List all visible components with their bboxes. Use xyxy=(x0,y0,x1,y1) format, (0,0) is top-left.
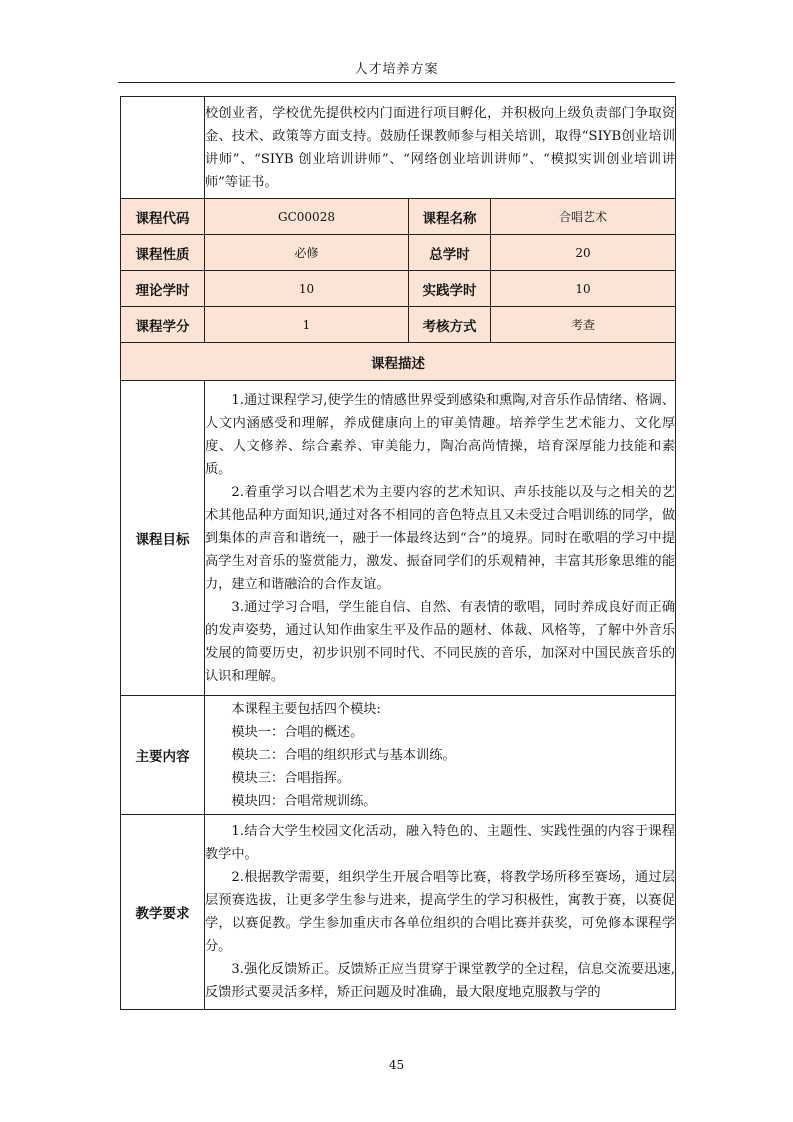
content-row xyxy=(121,696,676,815)
goals-paragraph-3: 3.通过学习合唱，学生能自信、自然、有表情的歌唱，同时养成良好而正确的发声姿势，通过认知作曲家生平及作品的题材、体裁、风格等，了解中外音乐发展的简要历史，初步识别不同时代、不同民族的音乐，加深对中国民族音乐的认识和理解。 xyxy=(205,599,676,684)
section-title-row xyxy=(121,343,676,381)
practice-hours-value: 10 xyxy=(491,271,676,307)
requirements-row xyxy=(121,815,676,1010)
requirements-paragraph-1: 1.结合大学生校园文化活动，融入特色的、主题性、实践性强的内容于课程教学中。 xyxy=(205,824,676,862)
module-item: 模块二：合唱的组织形式与基本训练。 xyxy=(231,747,456,763)
continued-text: 校创业者，学校优先提供校内门面进行项目孵化，并积极向上级负责部门争取资金、技术、政策等方面支持。鼓励任课教师参与相关培训，取得“SIYB创业培训讲师”、“SIYB 创业培训讲师”、“网络创业培训讲师”、“模拟实训创业培训讲师”等证书。 xyxy=(205,105,676,190)
assessment-value: 考查 xyxy=(491,307,676,343)
requirements-paragraph-3: 3.强化反馈矫正。反馈矫正应当贯穿于课堂教学的全过程，信息交流要迅速,反馈形式要灵活多样，矫正问题及时准确，最大限度地克服教与学的 xyxy=(205,962,676,1000)
module-item: 模块一：合唱的概述。 xyxy=(231,724,364,740)
course-name-value: 合唱艺术 xyxy=(491,199,676,235)
info-row-theory-hours xyxy=(121,271,676,307)
header-divider xyxy=(118,82,675,83)
info-row-course-type xyxy=(121,235,676,271)
goals-content xyxy=(205,381,676,696)
course-table xyxy=(120,96,676,1010)
goals-paragraph-2: 2.着重学习以合唱艺术为主要内容的艺术知识、声乐技能以及与之相关的艺术其他品种方面知识,通过对各不相同的音色特点且又未受过合唱训练的同学，做到集体的声音和谐统一，融于一体最终达到“合”的境界。同时在歌唱的学习中提高学生对音乐的鉴赏能力，激发、振奋同学们的乐观精神，丰富其形象思维的能力，建立和谐融洽的合作友谊。 xyxy=(205,484,676,592)
info-row-course-code xyxy=(121,199,676,235)
course-type-label: 课程性质 xyxy=(121,235,205,271)
assessment-label: 考核方式 xyxy=(409,307,491,343)
info-row-credits xyxy=(121,307,676,343)
total-hours-label: 总学时 xyxy=(409,235,491,271)
continued-text-cell xyxy=(205,97,676,199)
course-name-label: 课程名称 xyxy=(409,199,491,235)
requirements-content xyxy=(205,815,676,1010)
requirements-paragraph-2: 2.根据教学需要，组织学生开展合唱等比赛，将教学场所移至赛场，通过层层预赛选拔，让更多学生参与进来，提高学生的学习积极性，寓教于赛，以赛促学，以赛促教。学生参加重庆市各单位组织的合唱比赛并获奖，可免修本课程学分。 xyxy=(205,870,676,954)
page-header-title: 人才培养方案 xyxy=(354,62,439,77)
practice-hours-label: 实践学时 xyxy=(409,271,491,307)
requirements-label: 教学要求 xyxy=(121,815,205,1010)
theory-hours-label: 理论学时 xyxy=(121,271,205,307)
continued-text-row xyxy=(121,97,676,199)
section-title: 课程描述 xyxy=(121,343,676,381)
module-item: 模块四：合唱常规训练。 xyxy=(231,793,377,809)
content-modules xyxy=(205,696,676,815)
goals-row xyxy=(121,381,676,696)
content-label: 主要内容 xyxy=(121,696,205,815)
module-item: 模块三：合唱指挥。 xyxy=(231,770,351,786)
goals-label: 课程目标 xyxy=(121,381,205,696)
course-code-label: 课程代码 xyxy=(121,199,205,235)
credits-value: 1 xyxy=(205,307,409,343)
theory-hours-value: 10 xyxy=(205,271,409,307)
course-code-value: GC00028 xyxy=(205,199,409,235)
page-number: 45 xyxy=(388,1058,405,1072)
credits-label: 课程学分 xyxy=(121,307,205,343)
course-type-value: 必修 xyxy=(205,235,409,271)
goals-paragraph-1: 1.通过课程学习,使学生的情感世界受到感染和熏陶,对音乐作品情绪、格调、人文内涵感受和理解，养成健康向上的审美情趣。培养学生艺术能力、文化厚度、人文修养、综合素养、审美能力，陶冶高尚情操，培育深厚能力技能和素质。 xyxy=(205,392,676,477)
total-hours-value: 20 xyxy=(491,235,676,271)
content-intro: 本课程主要包括四个模块: xyxy=(231,701,381,717)
empty-label-cell xyxy=(121,97,205,199)
